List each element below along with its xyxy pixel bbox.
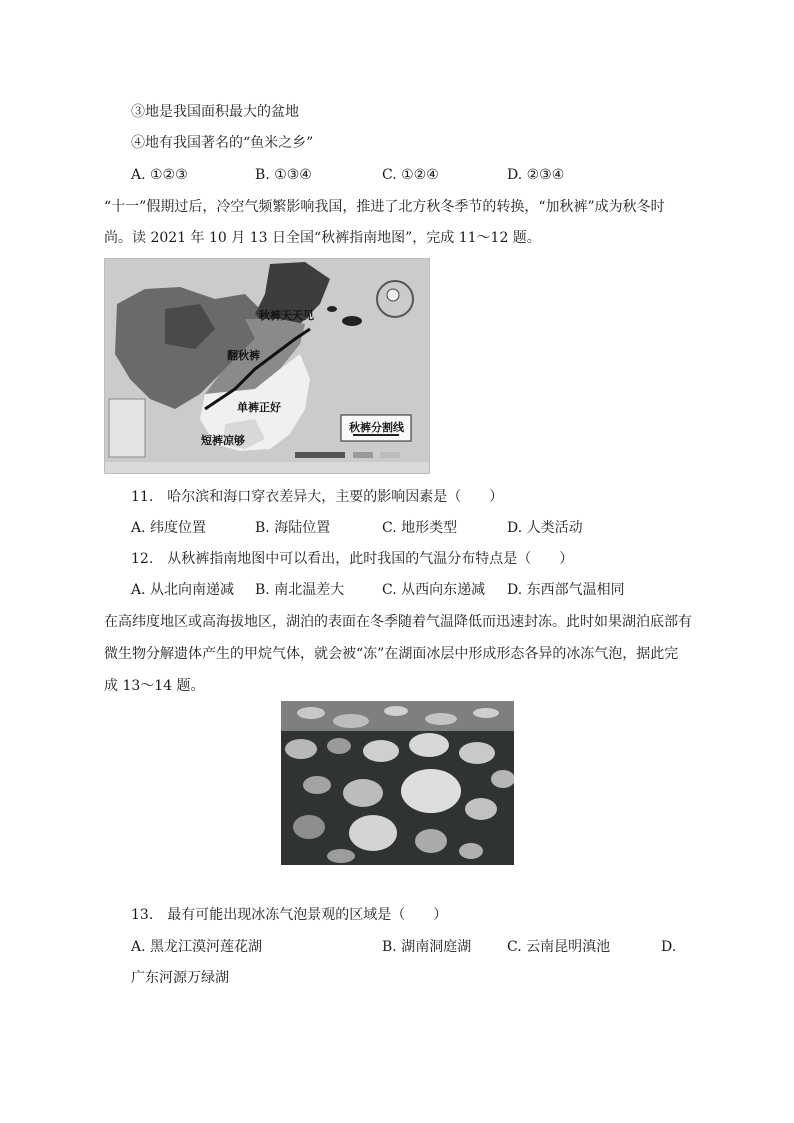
map-label-duanku-lianggou: 短裤凉够: [201, 434, 245, 447]
intro-13-14-line2: 微生物分解遗体产生的甲烷气体，就会被“冻”在湖面冰层中形成形态各异的冰冻气泡，据此完: [104, 646, 679, 662]
q12-option-c: C. 从西向东递减: [382, 582, 486, 598]
map-label-qiuku-tiantianjian: 秋裤天天见: [259, 309, 314, 322]
q12-option-d: D. 东西部气温相同: [507, 582, 625, 598]
q10-option-b: B. ①③④: [255, 167, 312, 183]
q12-option-b: B. 南北温差大: [255, 582, 345, 598]
map-label-danku-zhenghao: 单裤正好: [237, 401, 281, 414]
q11-option-a: A. 纬度位置: [131, 520, 207, 536]
frozen-methane-bubbles-image: [281, 701, 514, 865]
intro-11-12-line2: 尚。读 2021 年 10 月 13 日全国“秋裤指南地图”，完成 11～12 题。: [104, 230, 541, 246]
q13-option-d: D.: [661, 939, 677, 955]
ice-bubble-photo: [281, 701, 514, 865]
q13-option-b: B. 湖南洞庭湖: [382, 939, 472, 955]
q12-stem: 12. 从秋裤指南地图中可以看出，此时我国的气温分布特点是（ ）: [131, 551, 574, 567]
item-3: ③地是我国面积最大的盆地: [131, 104, 299, 120]
intro-13-14-line3: 成 13～14 题。: [104, 678, 205, 694]
map-label-fan-qiuku: 翻秋裤: [227, 349, 260, 362]
q10-option-d: D. ②③④: [507, 167, 565, 183]
q10-option-a: A. ①②③: [131, 167, 188, 183]
intro-13-14-line1: 在高纬度地区或高海拔地区，湖泊的表面在冬季随着气温降低而迅速封冻。此时如果湖泊底部有: [104, 614, 692, 630]
q11-option-b: B. 海陆位置: [255, 520, 331, 536]
map-legend-qiuku-dividing-line: 秋裤分割线: [349, 421, 404, 434]
item-4: ④地有我国著名的“鱼米之乡”: [131, 135, 314, 151]
q13-option-c: C. 云南昆明滇池: [507, 939, 611, 955]
intro-11-12-line1: “十一”假期过后，冷空气频繁影响我国，推进了北方秋冬季节的转换，“加秋裤”成为秋冬时: [104, 199, 665, 215]
q11-option-c: C. 地形类型: [382, 520, 458, 536]
q10-option-c: C. ①②④: [382, 167, 439, 183]
q11-option-d: D. 人类活动: [507, 520, 583, 536]
q13-option-d-continued: 广东河源万绿湖: [131, 970, 229, 986]
q13-stem: 13. 最有可能出现冰冻气泡景观的区域是（ ）: [131, 907, 448, 923]
q12-option-a: A. 从北向南递减: [131, 582, 235, 598]
china-map-illustration: [105, 259, 429, 473]
q13-option-a: A. 黑龙江漠河莲花湖: [131, 939, 263, 955]
q11-stem: 11. 哈尔滨和海口穿衣差异大，主要的影响因素是（ ）: [131, 489, 504, 505]
qiuku-guide-map: [104, 258, 430, 474]
